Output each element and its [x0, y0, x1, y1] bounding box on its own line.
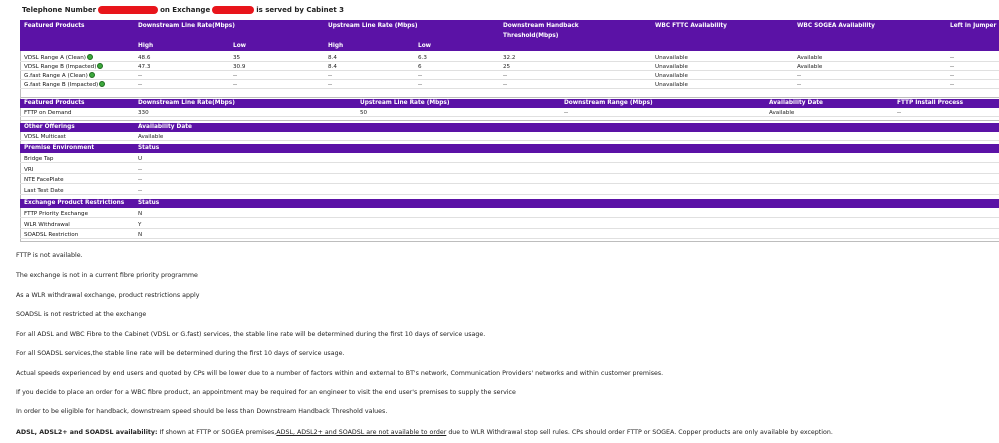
table-row — [20, 187, 999, 195]
down-high: 48.6 — [138, 55, 151, 61]
up-high: 8.4 — [328, 64, 337, 70]
down-high: -- — [138, 73, 143, 79]
product-name: VDSL Multicast — [24, 134, 66, 140]
up-high: -- — [328, 73, 333, 79]
premise-status: -- — [138, 187, 143, 194]
down-high: 47.3 — [138, 64, 151, 70]
redacted-phone-number — [98, 6, 158, 14]
note-text: The exchange is not in a current fibre priority programme — [16, 272, 198, 279]
restriction-status: N — [138, 211, 143, 217]
col-upstream-rate: Upstream Line Rate (Mbps) — [360, 100, 450, 106]
col-wbc-fttc: WBC FTTC Availability — [655, 23, 727, 29]
col-down-high: High — [138, 43, 154, 49]
title-suffix: is served by Cabinet 3 — [256, 6, 344, 14]
restriction-item: WLR Withdrawal — [24, 221, 70, 228]
note-text: SOADSL is not restricted at the exchange — [16, 311, 147, 318]
gfast-status-icon — [97, 63, 103, 69]
premise-environment-header — [20, 144, 999, 153]
col-exchange-restrictions: Exchange Product Restrictions — [24, 200, 125, 206]
col-status: Status — [138, 200, 160, 206]
note-text: If you decide to place an order for a WBC fibre product, an appointment may be required for an engineer to visit the end user's premises to supply the service — [16, 389, 516, 396]
left-in-jumper: -- — [950, 73, 955, 79]
col-wbc-sogea: WBC SOGEA Availability — [797, 23, 875, 29]
col-fttp-install-process: FTTP Install Process — [897, 100, 964, 106]
panel-bottom-border — [20, 241, 999, 242]
title-prefix: Telephone Number — [22, 6, 97, 14]
note-text: Actual speeds experienced by end users and quoted by CPs will be lower due to a number of factors within and external to BT's network, Communication Providers' networks and within customer premises. — [16, 370, 664, 377]
restriction-item: SOADSL Restriction — [24, 232, 79, 238]
handback: -- — [503, 73, 508, 79]
product-name: VDSL Range A (Clean) — [24, 55, 86, 61]
note-text: For all ADSL and WBC Fibre to the Cabinet (VDSL or G.fast) services, the stable line rate will be determined during the first 10 days of service usage. — [16, 331, 486, 338]
premise-status: -- — [138, 166, 143, 173]
col-featured-products: Featured Products — [24, 100, 85, 106]
title-mid: on Exchange — [160, 6, 211, 14]
col-handback-threshold-2: Threshold(Mbps) — [503, 33, 559, 39]
other-offerings-header — [20, 123, 999, 132]
table-row — [20, 176, 999, 184]
down-low: -- — [233, 82, 238, 88]
col-featured-products: Featured Products — [24, 23, 85, 29]
up-low: 6 — [418, 64, 422, 70]
product-name: G.fast Range B (Impacted) — [24, 82, 99, 88]
up-high: 8.4 — [328, 55, 337, 61]
premise-item: NTE FacePlate — [24, 177, 64, 183]
premise-status: U — [138, 156, 143, 162]
fttp-range: -- — [564, 110, 569, 116]
col-up-low: Low — [418, 43, 432, 49]
final-note-part2: due to WLR Withdrawal stop sell rules. CPs should order FTTP or SOGEA. Copper products are only available by exception. — [446, 429, 833, 436]
final-note — [16, 429, 833, 436]
col-downstream-rate: Downstream Line Rate(Mbps) — [138, 100, 235, 106]
fttp-up: 50 — [360, 110, 368, 116]
col-downstream-rate: Downstream Line Rate(Mbps) — [138, 23, 235, 29]
restriction-item: FTTP Priority Exchange — [24, 211, 89, 217]
handback: -- — [503, 82, 508, 88]
table-row — [20, 133, 999, 141]
col-premise-environment: Premise Environment — [24, 145, 95, 151]
note-text: FTTP is not available. — [16, 252, 83, 259]
sogea-availability: Available — [797, 64, 823, 70]
left-in-jumper: -- — [950, 55, 955, 61]
premise-item: Last Test Date — [24, 187, 64, 194]
down-low: 35 — [233, 55, 241, 61]
final-note-heading: ADSL, ADSL2+ and SOADSL availability: — [16, 429, 158, 436]
product-name: G.fast Range A (Clean) — [24, 73, 88, 79]
availability-panel — [20, 20, 999, 242]
up-high: -- — [328, 82, 333, 88]
col-other-offerings: Other Offerings — [24, 124, 75, 130]
table-row — [20, 210, 999, 218]
restriction-status: N — [138, 232, 143, 238]
note-text: For all SOADSL services,the stable line rate will be determined during the first 10 days of service usage. — [16, 350, 345, 357]
page-title — [22, 5, 344, 15]
up-low: -- — [418, 82, 423, 88]
handback: 25 — [503, 64, 511, 70]
table-row — [20, 109, 999, 117]
availability-value: Available — [138, 134, 164, 140]
table-row — [20, 221, 999, 229]
sogea-availability: -- — [797, 73, 802, 79]
fttc-availability: Unavailable — [655, 73, 688, 79]
table-row — [20, 54, 999, 62]
col-downstream-range: Downstream Range (Mbps) — [564, 100, 653, 106]
table-row — [20, 231, 999, 239]
col-down-low: Low — [233, 43, 247, 49]
col-up-high: High — [328, 43, 344, 49]
final-note-underlined: ADSL, ADSL2+ and SOADSL are not available to order — [276, 429, 447, 436]
gfast-status-icon — [99, 81, 105, 87]
premise-item: Bridge Tap — [24, 156, 54, 162]
table-row — [20, 72, 999, 80]
divider — [20, 97, 999, 98]
col-availability-date: Availability Date — [138, 124, 192, 130]
note-text: As a WLR withdrawal exchange, product restrictions apply — [16, 292, 200, 299]
up-low: -- — [418, 73, 423, 79]
down-low: 30.9 — [233, 64, 246, 70]
note-text: In order to be eligible for handback, downstream speed should be less than Downstream Handback Threshold values. — [16, 408, 388, 415]
product-name: VDSL Range B (Impacted) — [24, 64, 97, 70]
fttp-header — [20, 99, 999, 108]
final-note-part1: If shown at FTTP or SOGEA premises, — [157, 429, 277, 436]
left-in-jumper: -- — [950, 64, 955, 70]
col-availability-date: Availability Date — [769, 100, 823, 106]
fttp-date: Available — [769, 110, 795, 116]
premise-status: -- — [138, 177, 143, 183]
featured-products-header — [20, 20, 999, 51]
table-row — [20, 63, 999, 71]
sogea-availability: Available — [797, 55, 823, 61]
up-low: 6.3 — [418, 55, 427, 61]
col-status: Status — [138, 145, 160, 151]
sogea-availability: -- — [797, 82, 802, 88]
gfast-status-icon — [87, 54, 93, 60]
fttc-availability: Unavailable — [655, 55, 688, 61]
table-row — [20, 166, 999, 174]
down-high: -- — [138, 82, 143, 88]
premise-item: VRI — [24, 166, 34, 173]
redacted-exchange-name — [212, 6, 254, 14]
exchange-restrictions-header — [20, 199, 999, 208]
fttp-process: -- — [897, 110, 902, 116]
col-left-in-jumper: Left in Jumper — [950, 23, 997, 29]
divider — [20, 120, 999, 121]
col-handback-threshold-1: Downstream Handback — [503, 23, 579, 29]
fttc-availability: Unavailable — [655, 64, 688, 70]
product-name: FTTP on Demand — [24, 110, 72, 116]
col-upstream-rate: Upstream Line Rate (Mbps) — [328, 23, 418, 29]
left-in-jumper: -- — [950, 82, 955, 88]
table-row — [20, 155, 999, 163]
gfast-status-icon — [89, 72, 95, 78]
restriction-status: Y — [138, 221, 142, 228]
table-row — [20, 81, 999, 89]
handback: 32.2 — [503, 55, 516, 61]
fttp-down: 330 — [138, 110, 149, 116]
fttc-availability: Unavailable — [655, 82, 688, 88]
down-low: -- — [233, 73, 238, 79]
